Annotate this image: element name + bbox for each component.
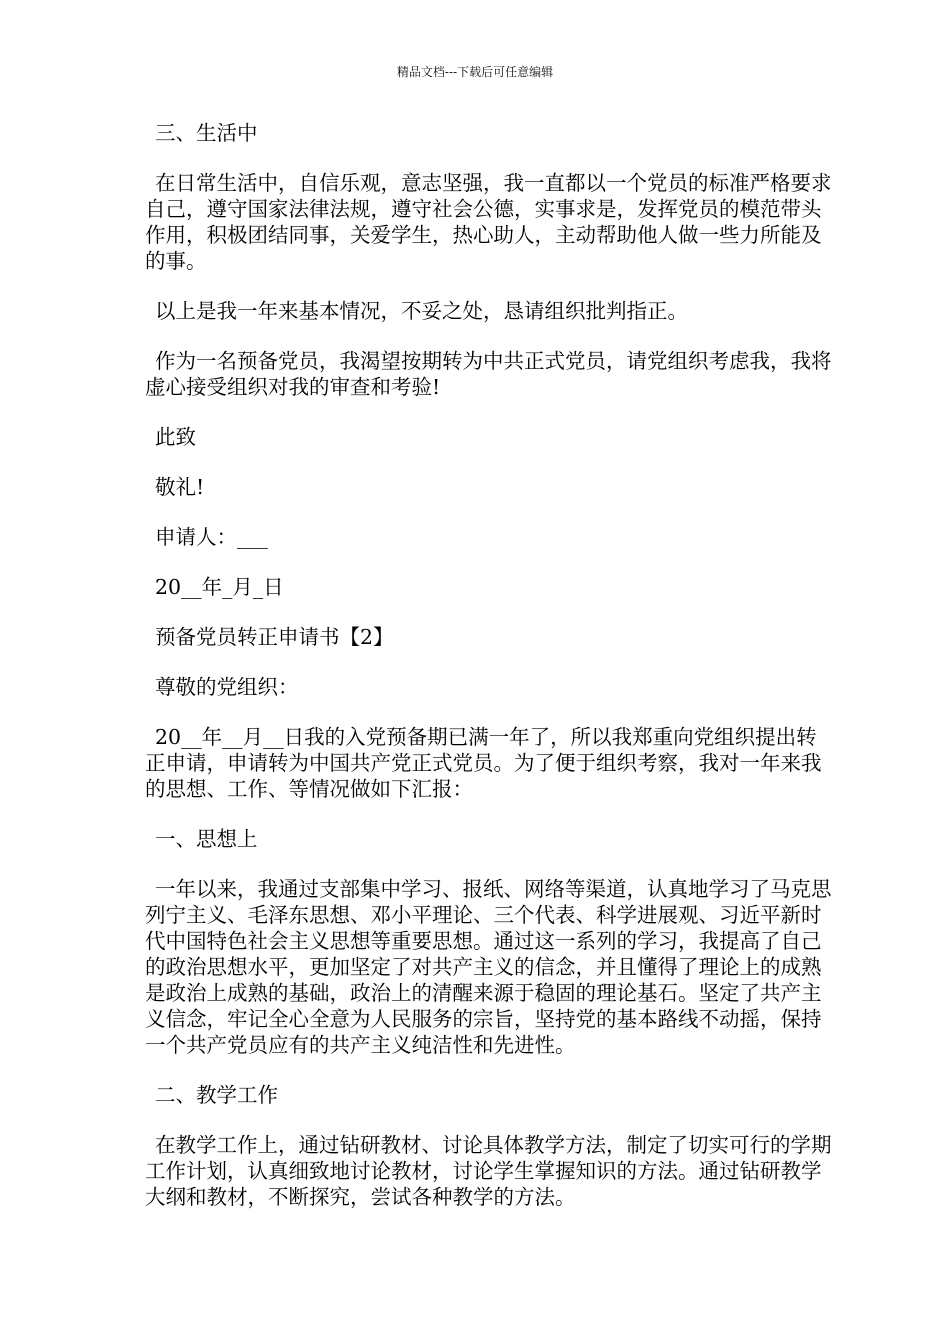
closing-regards: 敬礼! [155,475,205,499]
closing-salutation: 此致 [155,425,196,449]
paragraph-daily-life: 在日常生活中，自信乐观，意志坚强，我一直都以一个党员的标准严格要求自己，遵守国家法律法规，遵守社会公德，实事求是，发挥党员的模范带头作用，积极团结同事，关爱学生，热心助人，主动帮助他人做一些力所能及的事。 [145,171,832,273]
page-header: 精品文档---下载后可任意编辑 [396,65,554,79]
greeting: 尊敬的党组织： [155,675,299,699]
section-heading-thought: 一、思想上 [155,827,258,851]
applicant-line: 申请人：___ [155,525,268,549]
section-heading-teaching: 二、教学工作 [155,1083,278,1107]
paragraph-thought: 一年以来，我通过支部集中学习、报纸、网络等渠道，认真地学习了马克思列宁主义、毛泽东思想、邓小平理论、三个代表、科学进展观、习近平新时代中国特色社会主义思想等重要思想。通过这一系列的学习，我提高了自己的政治思想水平，更加坚定了对共产主义的信念，并且懂得了理论上的成熟是政治上成熟的基础，政治上的清醒来源于稳固的理论基石。坚定了共产主义信念，牢记全心全意为人民服务的宗旨，坚持党的基本路线不动摇，保持一个共产党员应有的共产主义纯洁性和先进性。 [145,877,832,1057]
document-body [145,120,833,1234]
section-heading-life: 三、生活中 [155,121,258,145]
paragraph-intro: 20__年__月__日我的入党预备期已满一年了，所以我郑重向党组织提出转正申请，申请转为中国共产党正式党员。为了便于组织考察，我对一年来我的思想、工作、等情况做如下汇报： [145,725,822,801]
paragraph-summary: 以上是我一年来基本情况，不妥之处，恳请组织批判指正。 [155,299,688,323]
date-line: 20__年_月_日 [155,575,284,599]
paragraph-teaching: 在教学工作上，通过钻研教材、讨论具体教学方法，制定了切实可行的学期工作计划，认真细致地讨论教材，讨论学生掌握知识的方法。通过钻研教学大纲和教材，不断探究，尝试各种教学的方法。 [145,1133,832,1209]
paragraph-request: 作为一名预备党员，我渴望按期转为中共正式党员，请党组织考虑我，我将虚心接受组织对我的审查和考验! [145,349,832,399]
document-title-2: 预备党员转正申请书【2】 [155,625,394,649]
